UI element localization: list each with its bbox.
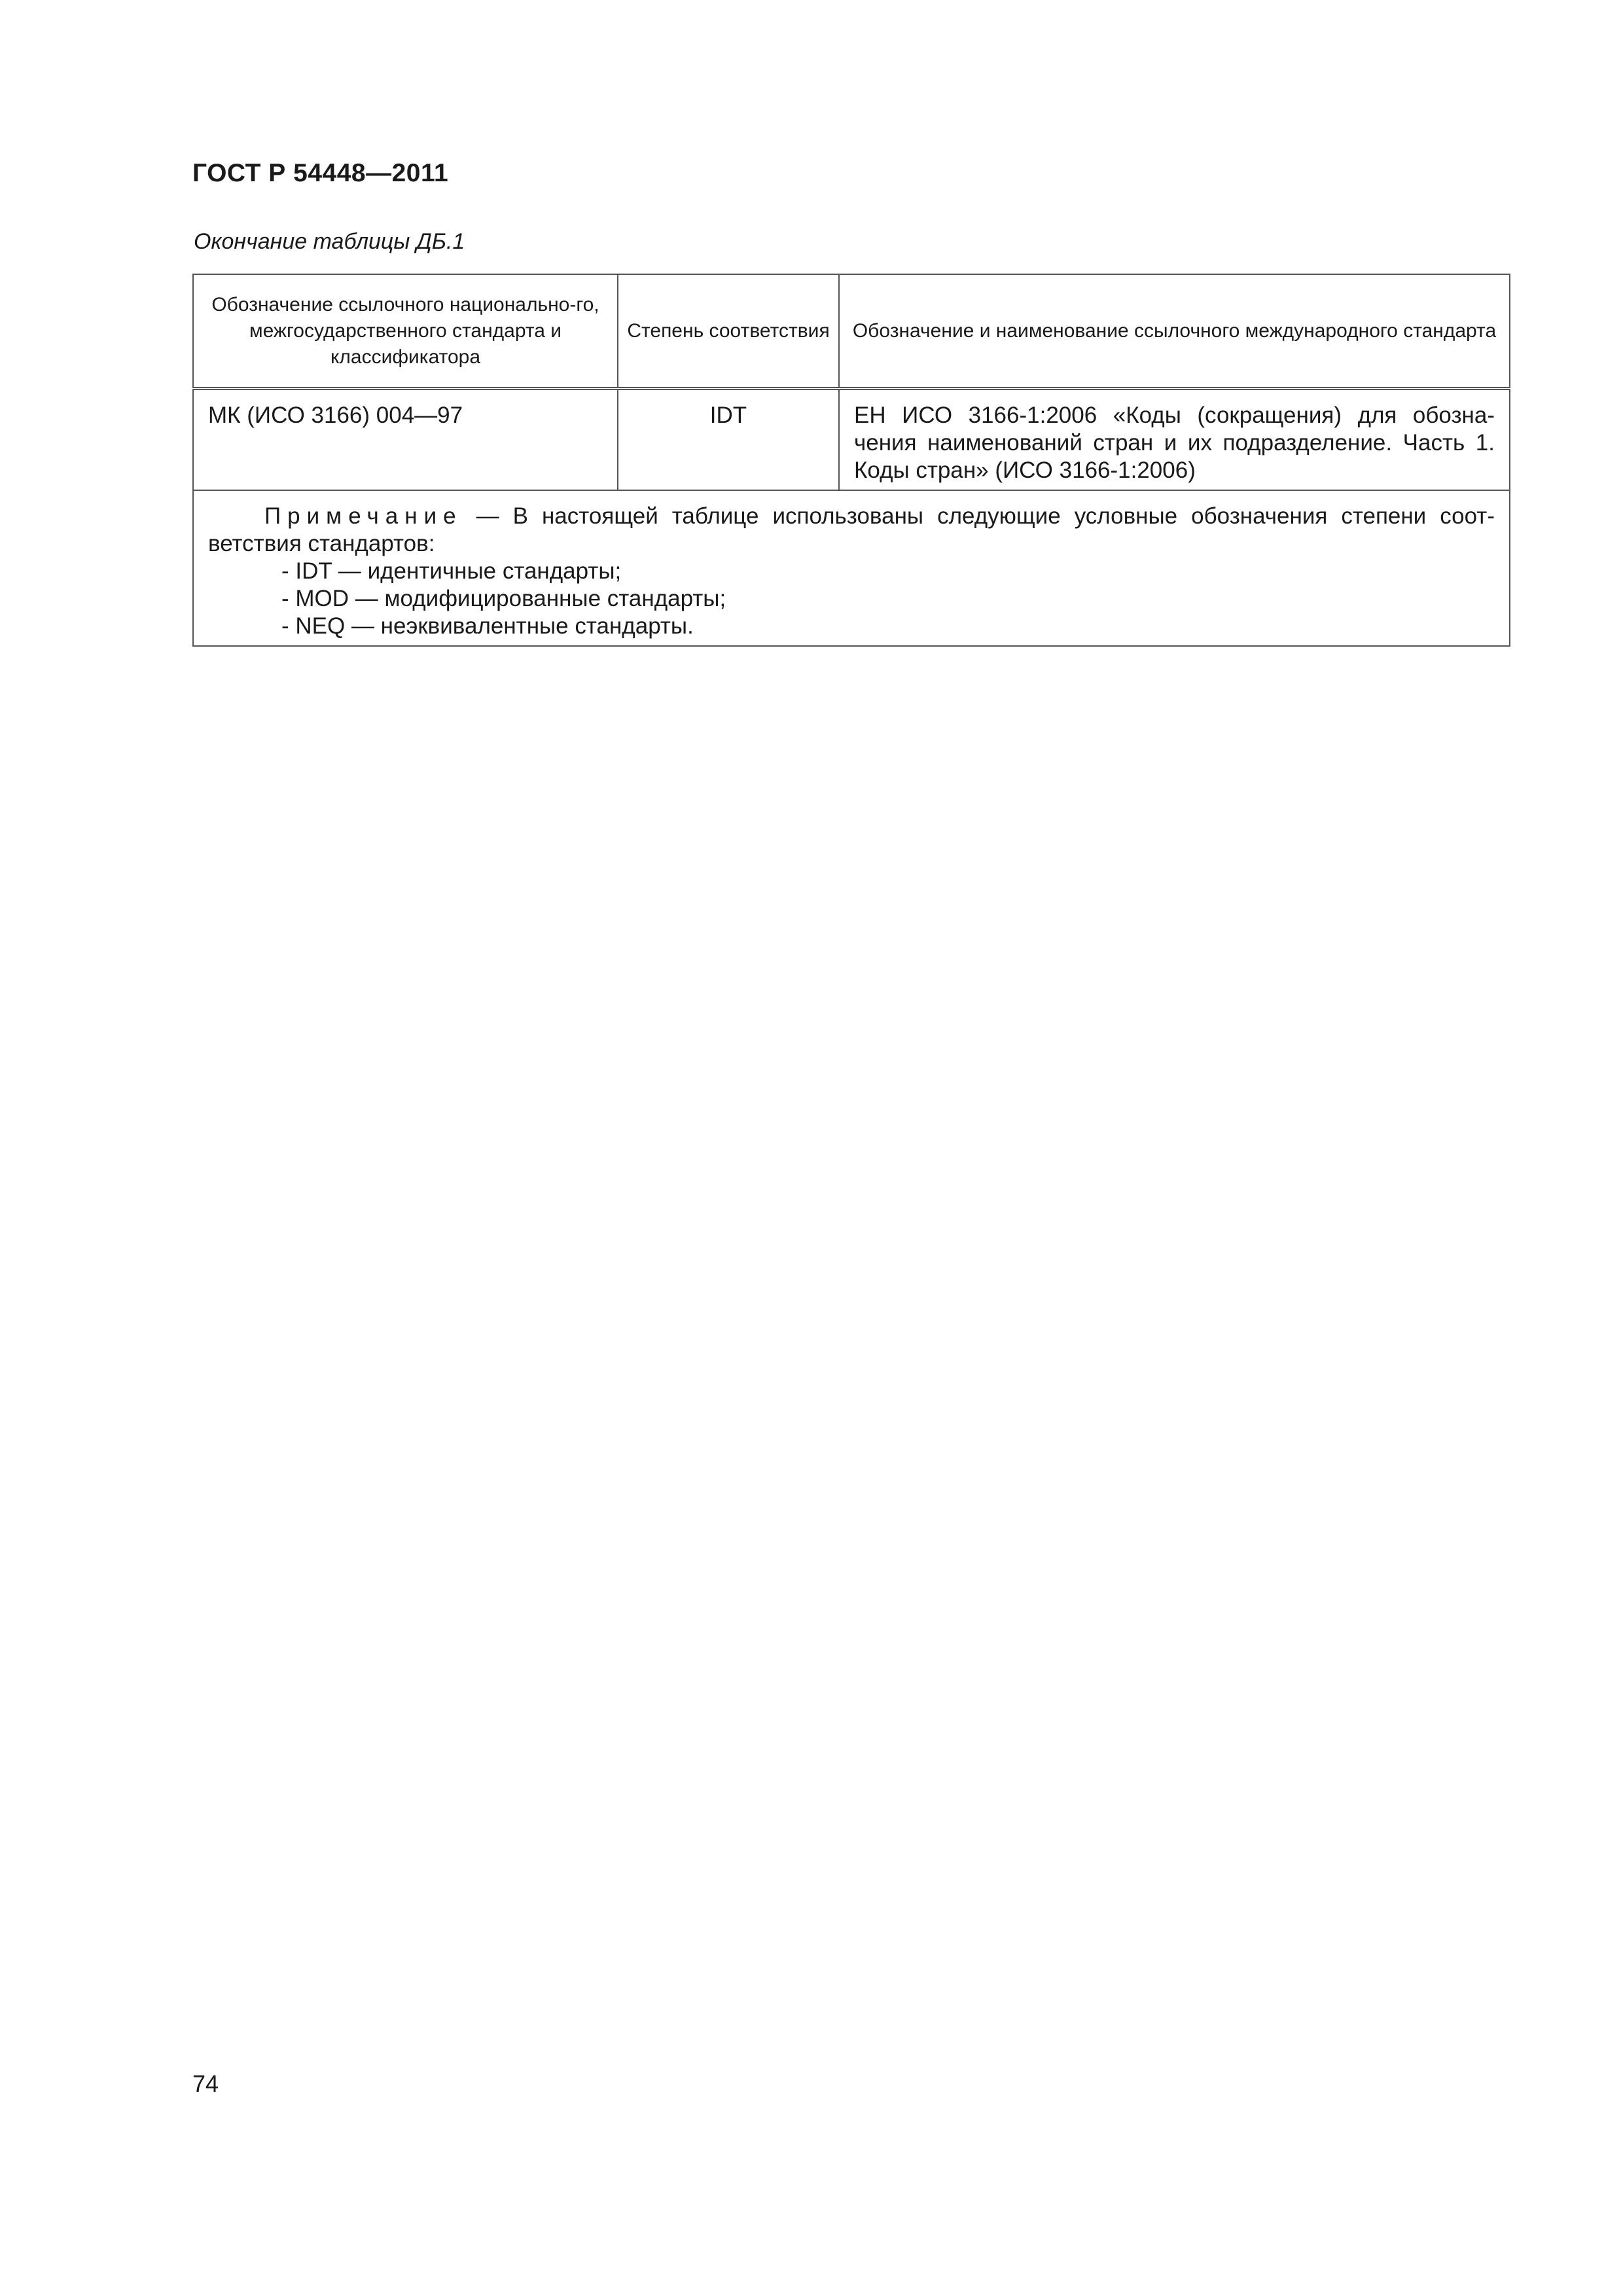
note-list [208,558,1495,640]
table-header-row [193,274,1510,389]
list-item: - IDT — идентичные стандарты; [281,558,622,584]
cell-international-standard: ЕН ИСО 3166-1:2006 «Коды (сокращения) для обозна-чения наименований стран и их подразделение. Часть 1. Коды стран» (ИСО 3166-1:2006) [839,389,1510,491]
table-caption: Окончание таблицы ДБ.1 [194,229,465,254]
list-item: - NEQ — неэквивалентные стандарты. [281,613,694,639]
column-header-national-standard: Обозначение ссылочного национально-го, межгосударственного стандарта и классификатора [193,274,618,389]
note-paragraph [208,503,1495,558]
note-cell [193,490,1510,646]
column-header-degree-of-conformity: Степень соответствия [618,274,839,389]
page-number: 74 [192,2070,219,2097]
cell-degree-of-conformity: IDT [618,389,839,491]
note-text: — В настоящей таблице использованы следующие условные обозначения степени соот-ветствия стандартов: [208,503,1495,556]
document-code: ГОСТ Р 54448—2011 [192,159,449,187]
note-label: Примечание [264,503,463,529]
list-item: - MOD — модифицированные стандарты; [281,586,726,611]
cell-national-standard: МК (ИСО 3166) 004—97 [193,389,618,491]
table-row [193,389,1510,491]
table-note-row [193,490,1510,646]
column-header-international-standard: Обозначение и наименование ссылочного международного стандарта [839,274,1510,389]
reference-standards-table [192,274,1510,647]
